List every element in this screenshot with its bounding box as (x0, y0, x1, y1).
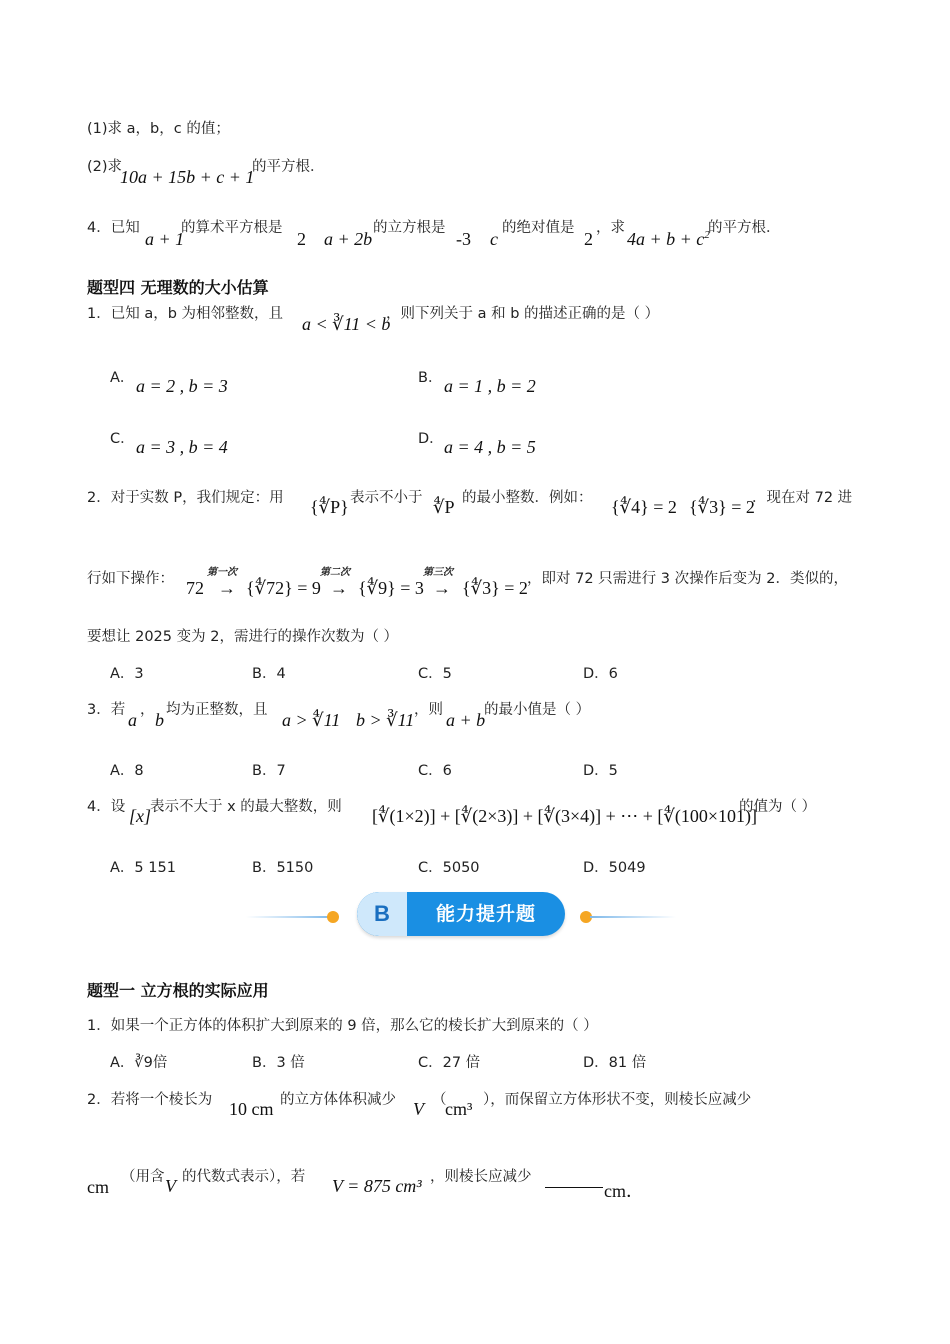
s4-q2-step-label-1: 第一次 (207, 567, 237, 578)
s4-q2-line1-a: 2．对于实数 P，我们规定：用 (87, 490, 284, 506)
s4-q2-line2-a: 行如下操作： (87, 571, 174, 587)
s4-q3-option-a[interactable]: A．8 (110, 763, 144, 779)
section-heading-estimation: 题型四 无理数的大小估算 (87, 278, 269, 297)
s4-q3-text-3: 的最小值是（ ） (484, 702, 591, 718)
b1-q1-text: 1．如果一个正方体的体积扩大到原来的 9 倍，那么它的棱长扩大到原来的（ ） (87, 1018, 598, 1034)
s4-q2-expression-p2: ∜P (433, 497, 455, 517)
s4-q4-option-d[interactable]: D．5049 (583, 860, 646, 876)
s4-q2-example-1: {∜4} = 2 (611, 497, 677, 517)
arrow-right-icon: → (433, 578, 451, 598)
s4-q3-inequality-2: b > ∛11 (356, 710, 415, 730)
q4-number: 4．已知 (87, 220, 140, 236)
b1-q2-line2-var-v: V (165, 1176, 176, 1196)
s4-q4-option-c[interactable]: C．5050 (418, 860, 480, 876)
s4-q1-option-c-label: C． (110, 431, 135, 447)
section-heading-cube-root-application: 题型一 立方根的实际应用 (87, 981, 269, 1000)
b1-q2-line2-text-c: ，则棱长应减少 (430, 1169, 532, 1185)
arrow-right-icon: → (330, 578, 348, 598)
q4-text-3: 的绝对值是 (502, 220, 575, 236)
s4-q2-chain-1: {∜72} = 9 (246, 578, 321, 598)
b1-q2-var-v: V (413, 1099, 424, 1119)
b1-q2-text-c: （ (432, 1092, 447, 1108)
s4-q2-chain-3: {∜3} = 2 (462, 578, 528, 598)
s4-q2-line3: 要想让 2025 变为 2，需进行的操作次数为（ ） (87, 629, 399, 645)
s4-q2-line1-b: 表示不小于 (350, 490, 423, 506)
s4-q1-option-c[interactable]: a = 3 , b = 4 (136, 437, 228, 457)
s4-q2-step-label-2: 第二次 (320, 567, 350, 578)
q4-expression-2: a + 2b (324, 229, 373, 249)
q4-value-1: 2 (297, 229, 306, 249)
b1-q2-text-d: ），而保留立方体形状不变，则棱长应减少 (483, 1092, 752, 1108)
s4-q4-option-b[interactable]: B．5150 (252, 860, 314, 876)
q4-text-1: 的算术平方根是 (181, 220, 283, 236)
q4-text-5: 的平方根． (708, 220, 781, 236)
s4-q3-var-b: b (155, 710, 164, 730)
answer-blank[interactable] (545, 1172, 603, 1188)
q3-subquestion-2-expression: 10a + 15b + c + 1 (120, 167, 255, 187)
s4-q3-text-a: 3．若 (87, 702, 126, 718)
s4-q2-option-a[interactable]: A．3 (110, 666, 144, 682)
q4-text-4: ，求 (596, 220, 625, 236)
s4-q1-option-b[interactable]: a = 1 , b = 2 (444, 376, 536, 396)
b1-q2-line2-text-a: （用含 (121, 1169, 165, 1185)
s4-q1-option-d[interactable]: a = 4 , b = 5 (444, 437, 536, 457)
b1-q2-unit-cm3: cm³ (445, 1099, 473, 1119)
s4-q4-sum-expression: [∜(1×2)] + [∜(2×3)] + [∜(3×4)] + ⋯ + [∜(100×101)] (372, 806, 757, 826)
b1-q1-option-a[interactable]: A．∛9倍 (110, 1055, 168, 1071)
b1-q2-unit-cm: cm (87, 1177, 109, 1197)
b1-q2-text-b: 的立方体体积减少 (280, 1092, 396, 1108)
s4-q1-text-a: 1．已知 a，b 为相邻整数，且 (87, 306, 284, 322)
divider-line-right (590, 916, 676, 918)
s4-q2-chain-2: {∜9} = 3 (358, 578, 424, 598)
s4-q3-text-1: 均为正整数，且 (166, 702, 268, 718)
s4-q2-line2-b: ，即对 72 只需进行 3 次操作后变为 2．类似的， (527, 571, 848, 587)
q4-expression-4: $4a + b + c^2$ (627, 229, 710, 249)
divider-dot-left (327, 911, 339, 923)
divider-line-left (246, 916, 332, 918)
b1-q2-line2-expression: V = 875 cm³ (332, 1176, 422, 1196)
b1-q2-text-a: 2．若将一个棱长为 (87, 1092, 213, 1108)
b1-q1-option-b[interactable]: B．3 倍 (252, 1055, 305, 1071)
b1-q1-option-d[interactable]: D．81 倍 (583, 1055, 647, 1071)
q3-subquestion-1: (1)求 a，b，c 的值； (87, 121, 230, 137)
s4-q1-option-d-label: D． (418, 431, 444, 447)
q3-subquestion-2-text: 的平方根． (252, 159, 325, 175)
b1-q2-line2-end: cm． (604, 1181, 644, 1201)
s4-q3-comma: ， (140, 702, 155, 718)
s4-q2-step-label-3: 第三次 (423, 567, 453, 578)
s4-q2-example-2: {∜3} = 2 (689, 497, 755, 517)
arrow-right-icon: → (218, 578, 236, 598)
s4-q3-option-b[interactable]: B．7 (252, 763, 286, 779)
q4-value-3: 2 (584, 229, 593, 249)
s4-q3-inequality-1: a > ∜11 (282, 710, 341, 730)
s4-q3-var-a: a (128, 710, 137, 730)
b1-q2-edge-length: 10 cm (229, 1099, 274, 1119)
q4-text-2: 的立方根是 (373, 220, 446, 236)
s4-q3-text-2: ，则 (414, 702, 443, 718)
ability-improvement-badge (357, 892, 565, 936)
s4-q4-text-1: 表示不大于 x 的最大整数，则 (150, 799, 342, 815)
b1-q1-option-c[interactable]: C．27 倍 (418, 1055, 481, 1071)
s4-q1-option-b-label: B． (418, 370, 443, 386)
q3-subquestion-2-label: (2)求 (87, 159, 123, 175)
b1-q2-line2-text-b: 的代数式表示），若 (182, 1169, 306, 1185)
s4-q4-text-2: 的值为（ ） (739, 799, 817, 815)
s4-q2-line1-c: 的最小整数．例如： (462, 490, 593, 506)
badge-letter: B (374, 901, 390, 926)
q4-expression-3: c (490, 229, 498, 249)
s4-q4-floor-x: [x] (129, 806, 151, 826)
s4-q1-option-a[interactable]: a = 2 , b = 3 (136, 376, 228, 396)
s4-q4-option-a[interactable]: A．5 151 (110, 860, 176, 876)
q4-expression-1: a + 1 (145, 229, 185, 249)
s4-q4-text-a: 4．设 (87, 799, 126, 815)
s4-q2-option-d[interactable]: D．6 (583, 666, 618, 682)
s4-q2-line1-d: ．现在对 72 进 (752, 490, 853, 506)
s4-q2-expression-p: {∜P} (310, 497, 349, 517)
q4-value-2: -3 (456, 229, 471, 249)
s4-q2-chain-start: 72 (186, 578, 204, 598)
s4-q2-option-c[interactable]: C．5 (418, 666, 452, 682)
s4-q3-sum: a + b (446, 710, 486, 730)
s4-q2-option-b[interactable]: B．4 (252, 666, 286, 682)
s4-q3-option-c[interactable]: C．6 (418, 763, 452, 779)
s4-q1-option-a-label: A． (110, 370, 135, 386)
s4-q1-expression: a < ∛11 < b (302, 314, 391, 334)
badge-title: 能力提升题 (435, 903, 536, 925)
s4-q3-option-d[interactable]: D．5 (583, 763, 618, 779)
s4-q1-text-b: ，则下列关于 a 和 b 的描述正确的是（ ） (386, 306, 660, 322)
